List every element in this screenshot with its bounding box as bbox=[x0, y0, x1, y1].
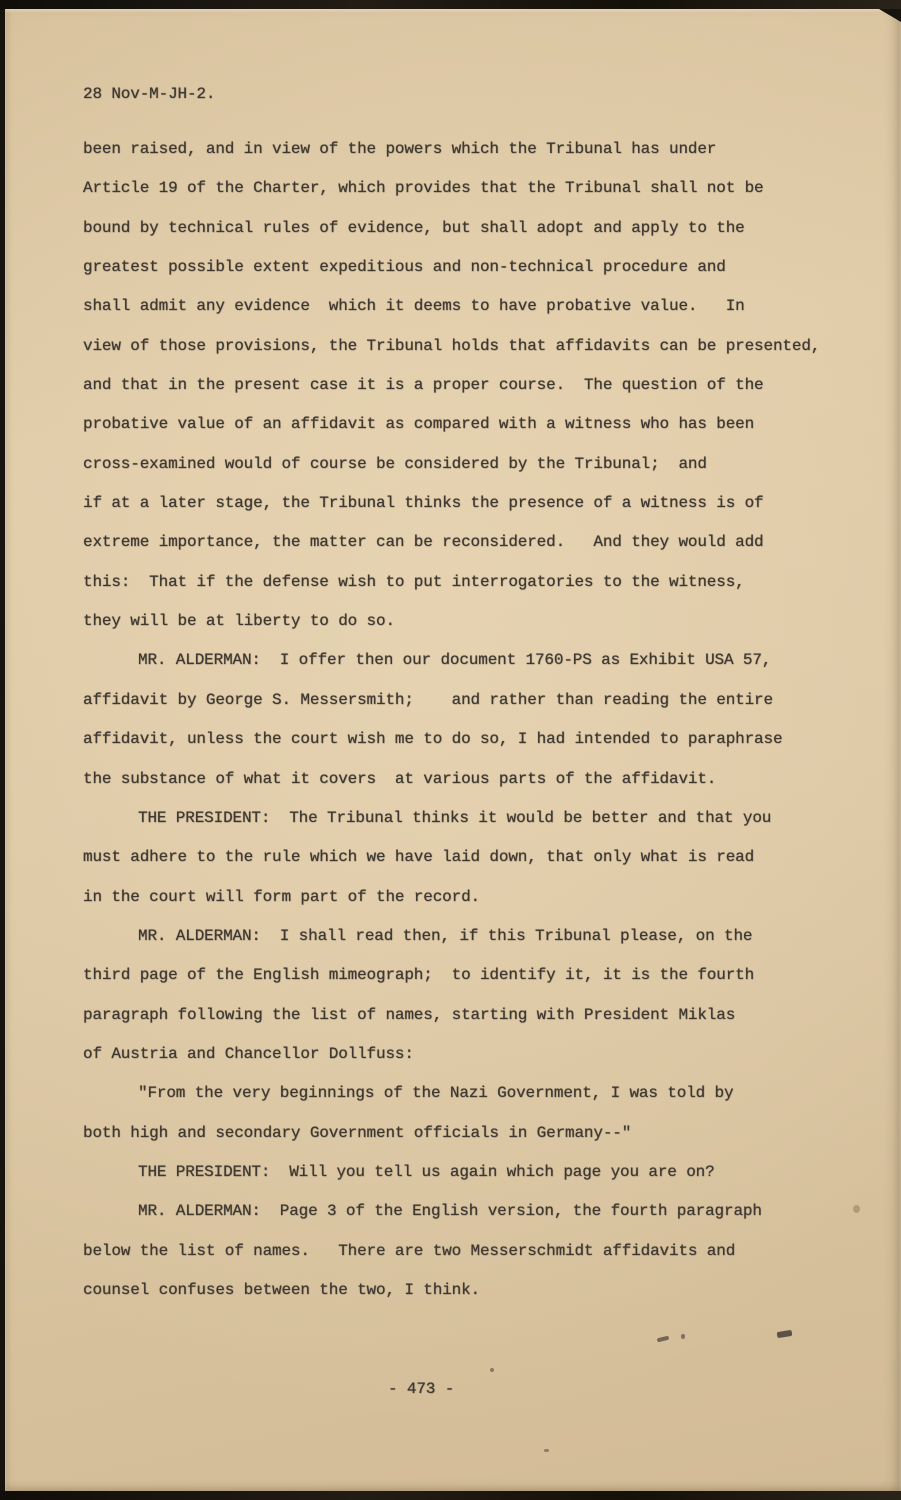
transcript-line: been raised, and in view of the powers which the Tribunal has under bbox=[83, 140, 717, 158]
transcript-line: view of those provisions, the Tribunal holds that affidavits can be presented, bbox=[83, 336, 821, 355]
document-page bbox=[5, 9, 901, 1491]
scanner-background-bottom-edge bbox=[0, 1490, 901, 1500]
transcript-line: MR. ALDERMAN: I offer then our document 1760-PS as Exhibit USA 57, bbox=[138, 651, 772, 670]
ink-speck bbox=[681, 1334, 685, 1339]
transcript-line: they will be at liberty to do so. bbox=[83, 612, 395, 631]
transcript-line: Article 19 of the Charter, which provides that the Tribunal shall not be bbox=[83, 179, 764, 198]
transcript-line: affidavit by George S. Messersmith; and rather than reading the entire bbox=[83, 690, 773, 709]
transcript-line: counsel confuses between the two, I think. bbox=[83, 1280, 480, 1299]
transcript-line: in the court will form part of the record. bbox=[83, 887, 480, 906]
transcript-line: this: That if the defense wish to put interrogatories to the witness, bbox=[83, 572, 745, 591]
page-corner-notch bbox=[879, 9, 901, 22]
transcript-line: shall admit any evidence which it deems to have probative value. In bbox=[83, 297, 745, 316]
transcript-line: affidavit, unless the court wish me to do so, I had intended to paraphrase bbox=[83, 730, 783, 749]
ink-speck bbox=[657, 1336, 670, 1343]
ink-speck bbox=[777, 1330, 793, 1338]
transcript-line: paragraph following the list of names, starting with President Miklas bbox=[83, 1005, 736, 1024]
transcript-line: MR. ALDERMAN: Page 3 of the English version, the fourth paragraph bbox=[138, 1202, 762, 1221]
transcript-line: "From the very beginnings of the Nazi Government, I was told by bbox=[138, 1084, 734, 1103]
transcript-line: bound by technical rules of evidence, but shall adopt and apply to the bbox=[83, 218, 745, 237]
page-number: - 473 - bbox=[388, 1380, 455, 1398]
transcript-line: MR. ALDERMAN: I shall read then, if this Tribunal please, on the bbox=[138, 926, 753, 945]
transcript-line: both high and secondary Government officials in Germany--" bbox=[83, 1123, 632, 1142]
transcript-line: greatest possible extent expeditious and non-technical procedure and bbox=[83, 258, 726, 277]
transcript-line: probative value of an affidavit as compared with a witness who has been bbox=[83, 415, 755, 434]
ink-speck bbox=[544, 1449, 549, 1452]
ink-speck bbox=[490, 1368, 494, 1372]
transcript-line: below the list of names. There are two Messerschmidt affidavits and bbox=[83, 1241, 736, 1260]
page-header-reference: 28 Nov-M-JH-2. bbox=[83, 85, 216, 103]
transcript-line: cross-examined would of course be considered by the Tribunal; and bbox=[83, 454, 707, 473]
paper-stain bbox=[853, 1205, 860, 1213]
transcript-line: THE PRESIDENT: The Tribunal thinks it would be better and that you bbox=[138, 808, 772, 827]
transcript-line: if at a later stage, the Tribunal thinks the presence of a witness is of bbox=[83, 494, 764, 513]
transcript-line: and that in the present case it is a proper course. The question of the bbox=[83, 376, 764, 395]
transcript-line: must adhere to the rule which we have laid down, that only what is read bbox=[83, 848, 755, 867]
transcript-line: third page of the English mimeograph; to identify it, it is the fourth bbox=[83, 966, 755, 985]
transcript-line: THE PRESIDENT: Will you tell us again which page you are on? bbox=[138, 1162, 715, 1181]
transcript-line: extreme importance, the matter can be reconsidered. And they would add bbox=[83, 533, 764, 552]
transcript-text bbox=[83, 139, 845, 1319]
transcript-line: of Austria and Chancellor Dollfuss: bbox=[83, 1044, 414, 1063]
transcript-line: the substance of what it covers at various parts of the affidavit. bbox=[83, 769, 717, 788]
